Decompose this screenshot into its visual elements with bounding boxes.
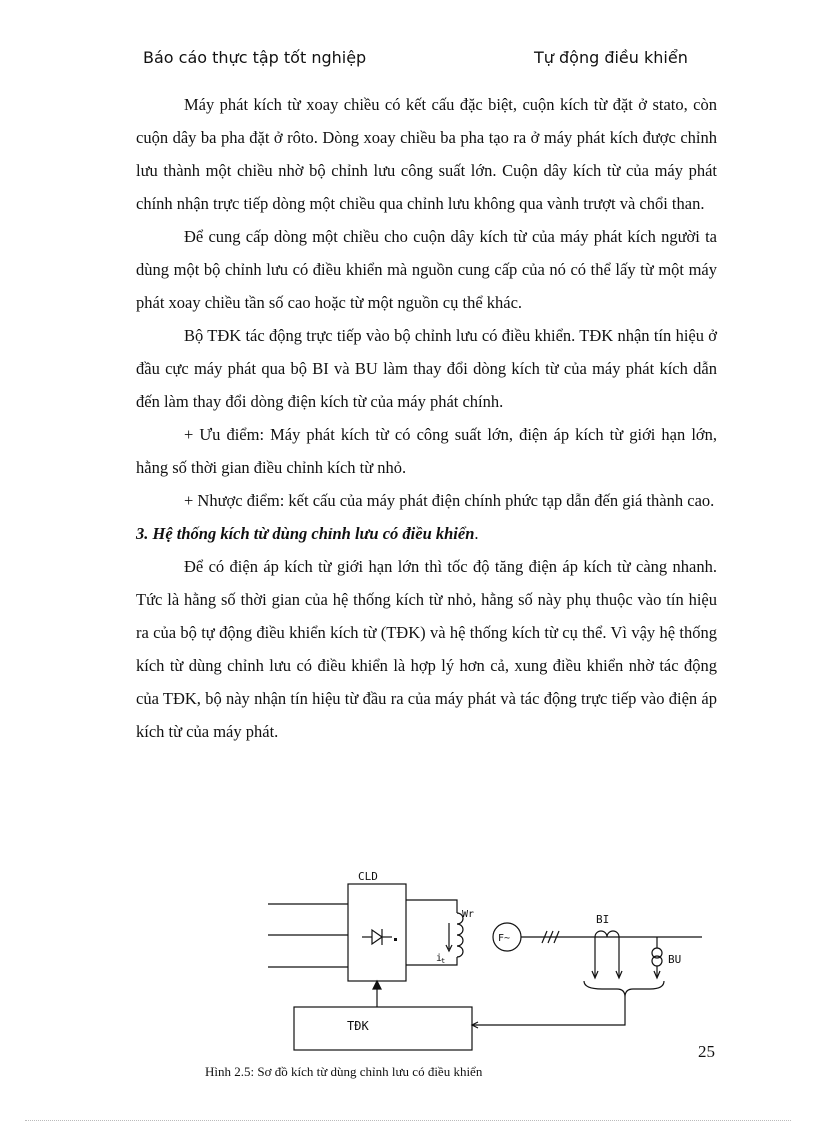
bi-transformer: [595, 931, 619, 937]
paragraph: + Nhược điểm: kết cấu của máy phát điện chính phức tạp dẫn đến giá thành cao.: [184, 491, 715, 510]
page-number: 25: [698, 1042, 715, 1061]
cld-output-bottom: [406, 957, 457, 965]
tdk-block: [294, 1007, 472, 1050]
generator-label: F~: [498, 933, 511, 944]
signal-brace: [584, 981, 664, 997]
section-heading-period: .: [474, 524, 479, 543]
cld-output-top: [406, 900, 457, 913]
page-bottom-rule: [25, 1120, 791, 1121]
header-right: Tự động điều khiển: [534, 48, 688, 67]
paragraph: Máy phát kích từ xoay chiều có kết cấu đặc biệt, cuộn kích từ đặt ở stato, còn cuộn dây ba pha đặt ở rôto. Dòng xoay chiều ba pha tạo ra ở máy phát kích được chỉnh lưu thành một chiều nhờ bộ chỉnh lưu công suất lớn. Cuộn dây kích từ của máy phát chính nhận trực tiếp dòng một chiều qua chỉnh lưu không qua vành trượt và chổi than.: [136, 95, 717, 213]
section-heading: [136, 517, 717, 550]
paragraph: + Ưu điểm: Máy phát kích từ có công suất lớn, điện áp kích từ giới hạn lớn, hằng số thời gian điều chỉnh kích từ nhỏ.: [136, 425, 717, 477]
bi-label: BI: [596, 913, 610, 926]
feedback-line: [472, 997, 625, 1025]
bu-label: BU: [668, 953, 682, 966]
paragraph: Để có điện áp kích từ giới hạn lớn thì tốc độ tăng điện áp kích từ càng nhanh. Tức là hằng số thời gian của hệ thống kích từ nhỏ, hằng số này phụ thuộc vào tín hiệu ra của bộ tự động điều khiển kích từ (TĐK) và hệ thống kích từ cụ thể. Vì vậy hệ thống kích từ dùng chỉnh lưu có điều khiển là hợp lý hơn cả, xung điều khiển nhờ tác động của TĐK, bộ này nhận tín hiệu từ đầu ra của máy phát và tác động trực tiếp vào điện áp kích từ của máy phát.: [136, 557, 717, 741]
body-text: [136, 88, 717, 748]
header-left: Báo cáo thực tập tốt nghiệp: [143, 48, 367, 67]
section-heading-text: 3. Hệ thống kích từ dùng chỉnh lưu có điều khiển: [136, 524, 475, 543]
current-label-sub: t: [441, 957, 446, 965]
excitation-diagram: [262, 865, 702, 1065]
wr-label: Wr: [462, 909, 475, 920]
figure-caption: Hình 2.5: Sơ đồ kích từ dùng chỉnh lưu có điều khiển: [205, 1064, 483, 1079]
cld-label: CLD: [358, 870, 378, 883]
page-header: [0, 46, 816, 72]
diode-symbol: [362, 929, 397, 945]
cld-block: [348, 884, 406, 981]
current-label: i: [436, 953, 443, 964]
paragraph: Bộ TĐK tác động trực tiếp vào bộ chỉnh lưu có điều khiển. TĐK nhận tín hiệu ở đầu cực máy phát qua bộ BI và BU làm thay đổi dòng kích từ của máy phát kích dẫn đến làm thay đổi dòng điện kích từ của máy phát chính.: [136, 326, 717, 411]
tdk-label: TĐK: [347, 1019, 369, 1033]
paragraph: Để cung cấp dòng một chiều cho cuộn dây kích từ của máy phát kích người ta dùng một bộ chỉnh lưu có điều khiển mà nguồn cung cấp của nó có thể lấy từ một máy phát xoay chiều tần số cao hoặc từ một nguồn cụ thể khác.: [136, 227, 717, 312]
